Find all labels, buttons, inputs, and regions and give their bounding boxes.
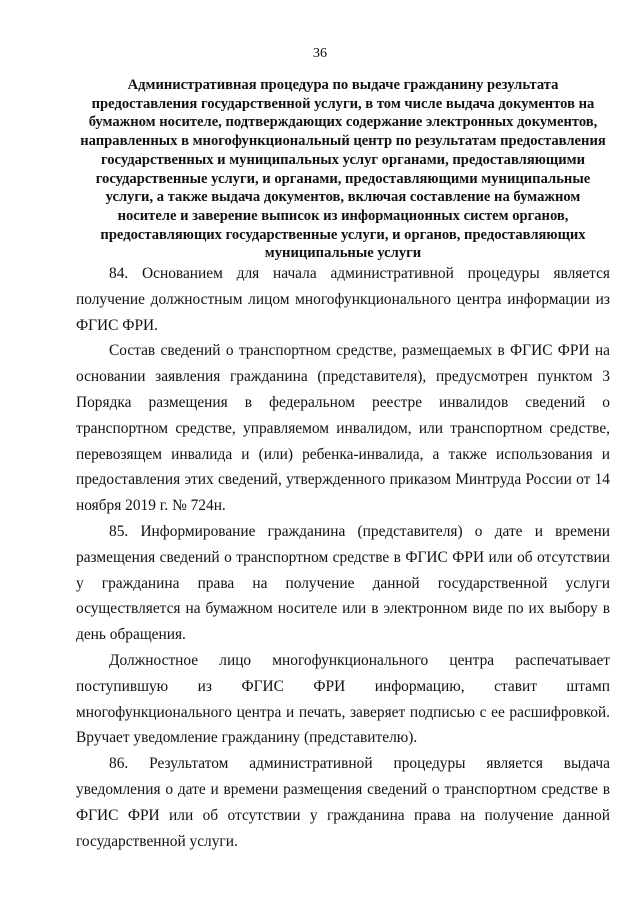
- paragraph-official-actions: Должностное лицо многофункционального центра распечатывает поступившую из ФГИС ФРИ информацию, ставит штамп многофункционального центра и печать, заверяет подписью с ее расшифровкой. Вручает уведомление гражданину (представителю).: [76, 651, 610, 747]
- paragraph-86: 86. Результатом административной процедуры является выдача уведомления о дате и времени размещения сведений о транспортном средстве в ФГИС ФРИ или об отсутствии у гражданина права на получение данной государственной услуги.: [76, 755, 610, 850]
- page-number: 36: [313, 46, 327, 61]
- document-body: [76, 261, 610, 854]
- paragraph-84: 84. Основанием для начала административной процедуры является получение должностным лицом многофункционального центра информации из ФГИС ФРИ.: [76, 265, 610, 334]
- paragraph-vehicle-info: Состав сведений о транспортном средстве, размещаемых в ФГИС ФРИ на основании заявления гражданина (представителя), предусмотрен пунктом 3 Порядка размещения в федеральном реестре инвалидов сведений о транспортном средстве, управляемом инвалидом, или транспортном средстве, перевозящем инвалида и (или) ребенка-инвалида, а также использования и предоставления этих сведений, утвержденного приказом Минтруда России от 14 ноября 2019 г. № 724н.: [76, 342, 610, 515]
- section-heading: Административная процедура по выдаче гражданину результата предоставления государственной услуги, в том числе выдача документов на бумажном носителе, подтверждающих содержание электронных документов, направленных в многофункциональный центр по результатам предоставления государственных и муниципальных услуг органами, предоставляющими государственные услуги, и органами, предоставляющими муниципальные услуги, а также выдача документов, включая составление на бумажном носителе и заверение выписок из информационных систем органов, предоставляющих государственные услуги, и органов, предоставляющих муниципальные услуги: [80, 77, 606, 262]
- paragraph-85: 85. Информирование гражданина (представителя) о дате и времени размещения сведений о транспортном средстве в ФГИС ФРИ или об отсутствии у гражданина права на получение данной государственной услуги осуществляется на бумажном носителе или в электронном виде по их выбору в день обращения.: [76, 522, 610, 644]
